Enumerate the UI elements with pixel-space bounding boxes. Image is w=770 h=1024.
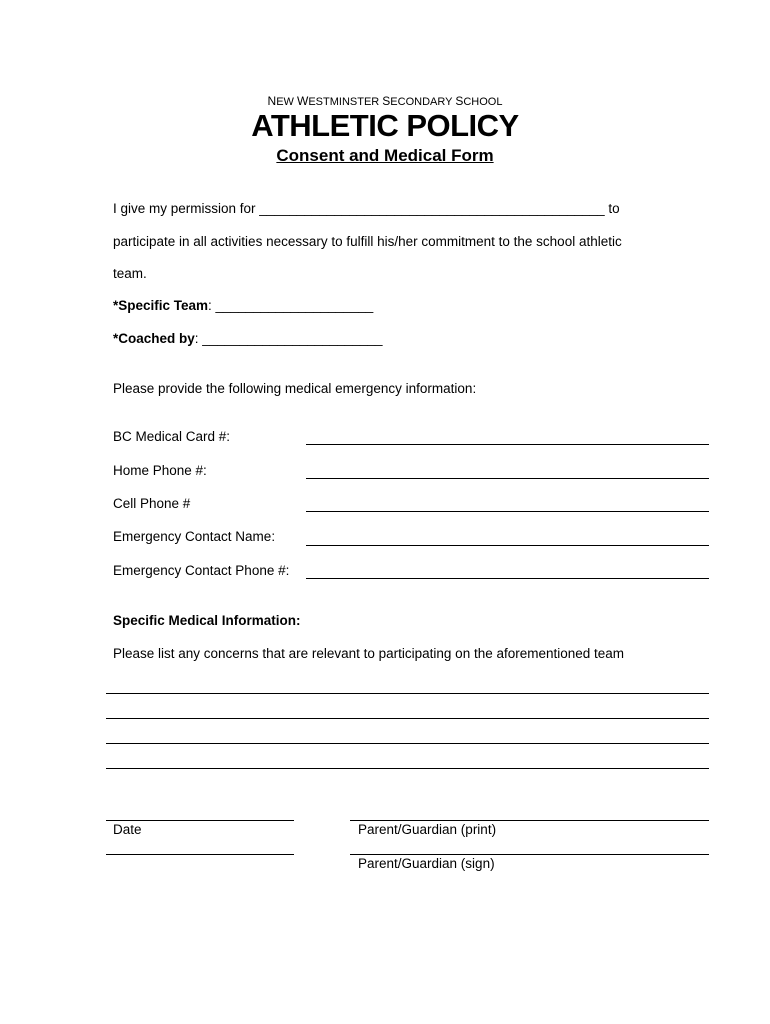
parent-print-line[interactable] <box>350 820 709 821</box>
permission-line-1: I give my permission for ______________________________________________ to <box>113 201 620 216</box>
specific-team-field <box>113 298 373 313</box>
parent-print-label: Parent/Guardian (print) <box>358 822 497 837</box>
specific-team-label: *Specific Team <box>113 298 209 313</box>
coached-by-blank: : ________________________ <box>194 331 383 346</box>
date-line[interactable] <box>106 820 294 821</box>
permission-line-2: participate in all activities necessary to fulfill his/her commitment to the school athletic <box>113 234 622 249</box>
concerns-line-2[interactable] <box>106 718 709 719</box>
home-phone-line[interactable] <box>306 478 709 479</box>
emergency-contact-name-label: Emergency Contact Name: <box>113 529 276 544</box>
coached-by-label: *Coached by <box>113 331 195 346</box>
specific-team-blank: : _____________________ <box>208 298 374 313</box>
parent-sign-label: Parent/Guardian (sign) <box>358 856 495 871</box>
specific-medical-heading: Specific Medical Information: <box>113 613 301 628</box>
emergency-contact-phone-label: Emergency Contact Phone #: <box>113 563 290 578</box>
concerns-line-4[interactable] <box>106 768 709 769</box>
school-name: NEW WESTMINSTER SECONDARY SCHOOL <box>267 94 503 108</box>
bc-medical-card-label: BC Medical Card #: <box>113 429 231 444</box>
emergency-contact-phone-line[interactable] <box>306 578 709 579</box>
emergency-contact-name-line[interactable] <box>306 545 709 546</box>
medical-intro: Please provide the following medical emergency information: <box>113 381 477 396</box>
parent-sign-line[interactable] <box>350 854 709 855</box>
bc-medical-card-line[interactable] <box>306 444 709 445</box>
cell-phone-label: Cell Phone # <box>113 496 191 511</box>
page-title: ATHLETIC POLICY <box>251 108 519 143</box>
concerns-line-1[interactable] <box>106 693 709 694</box>
coached-by-field <box>113 331 382 346</box>
form-subtitle: Consent and Medical Form <box>276 146 494 165</box>
concerns-prompt: Please list any concerns that are relevant to participating on the aforementioned team <box>113 646 625 661</box>
permission-line-3: team. <box>113 266 147 281</box>
date-label: Date <box>113 822 142 837</box>
home-phone-label: Home Phone #: <box>113 463 207 478</box>
cell-phone-line[interactable] <box>306 511 709 512</box>
lower-left-line <box>106 854 294 855</box>
concerns-line-3[interactable] <box>106 743 709 744</box>
